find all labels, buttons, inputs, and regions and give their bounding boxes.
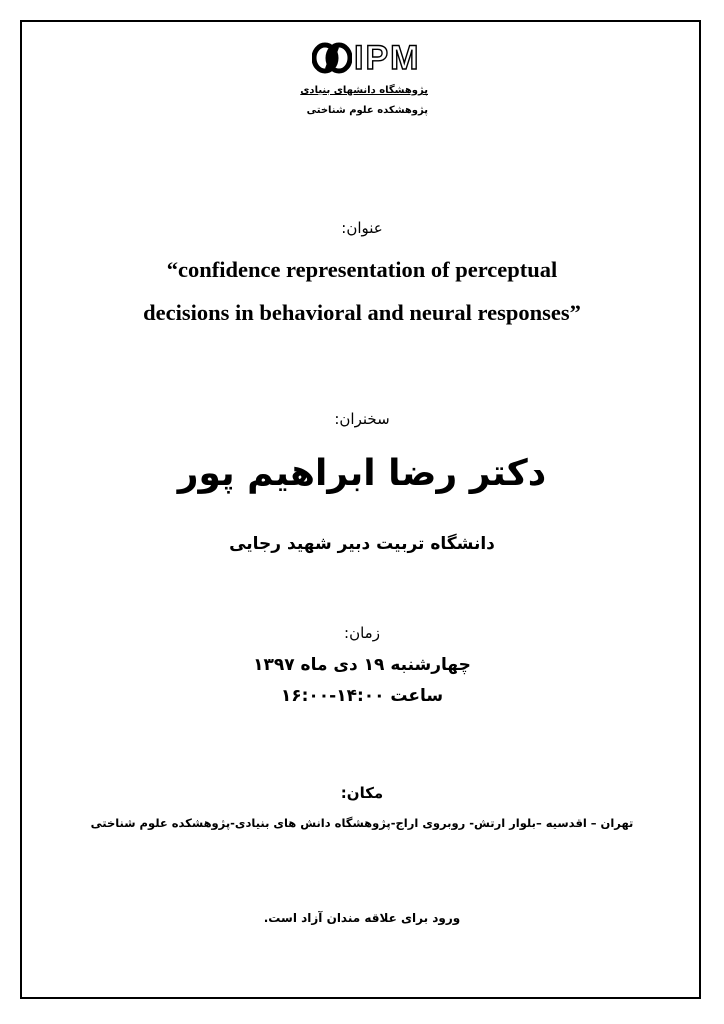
- talk-title-line1: “confidence representation of perceptual: [166, 257, 558, 282]
- page-border: [20, 20, 701, 999]
- entry-note: ورود برای علاقه مندان آزاد است.: [263, 911, 461, 925]
- institute-name: پژوهشگاه دانشهای بنیادی: [300, 85, 428, 96]
- speaker-affiliation: دانشگاه تربیت دبیر شهید رجایی: [229, 534, 495, 554]
- time-label: زمان:: [344, 624, 380, 642]
- talk-title-line2: decisions in behavioral and neural responses”: [143, 300, 581, 325]
- event-date: چهارشنبه ۱۹ دی ماه ۱۳۹۷: [253, 655, 471, 675]
- event-address: تهران – اقدسیه –بلوار ارتش- روبروی اراج-پژوهشگاه دانش های بنیادی-پژوهشکده علوم شناختی: [90, 816, 634, 830]
- title-label: عنوان:: [341, 219, 383, 237]
- speaker-name: دکتر رضا ابراهیم پور: [177, 453, 547, 494]
- school-name: پژوهشکده علوم شناختی: [306, 105, 428, 116]
- speaker-label: سخنران:: [334, 410, 390, 428]
- place-label: مکان:: [340, 784, 384, 802]
- event-hours: ساعت ۱۴:۰۰-۱۶:۰۰: [280, 686, 444, 706]
- ipm-emblem-icon: [312, 38, 352, 78]
- ipm-logo: [312, 38, 432, 78]
- logo-text: IPM: [354, 39, 421, 77]
